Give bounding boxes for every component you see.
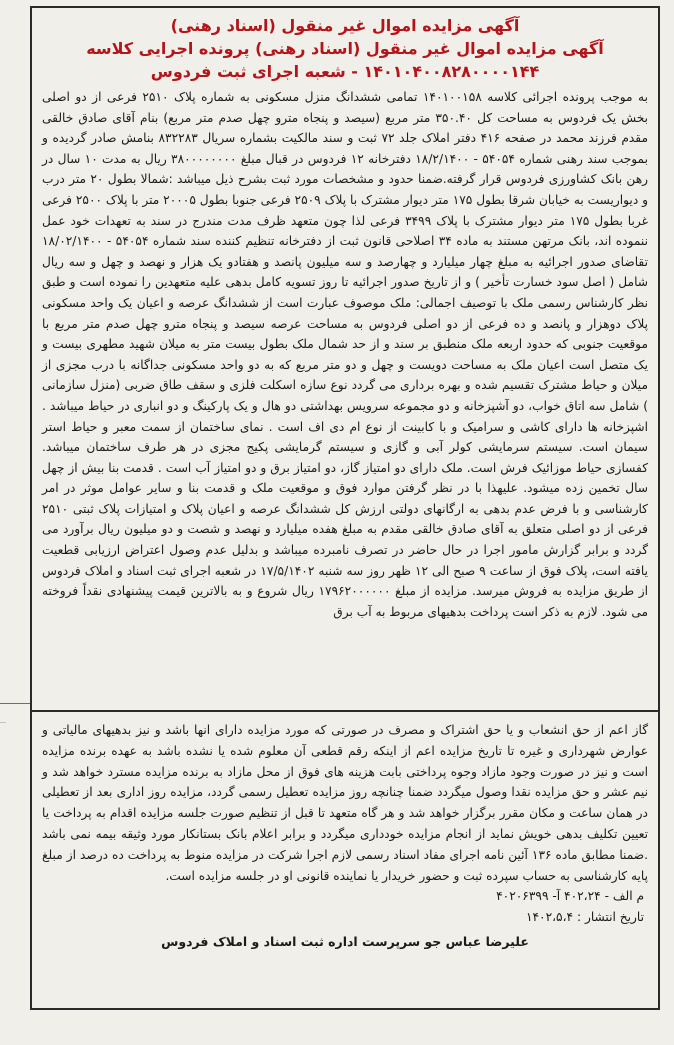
margin-tick <box>0 722 6 733</box>
auction-notice-continuation-block <box>30 710 660 1010</box>
signature-line: علیرضا عباس جو سرپرست اداره ثبت اسناد و املاک فردوس <box>161 933 529 949</box>
publish-date: تاریخ انتشار : ۱۴۰۲،۵،۴ <box>525 910 644 925</box>
case-number-line: ۱۴۰۱۰۴۰۰۸۲۸۰۰۰۰۱۴۴ - شعبه اجرای ثبت فردوس <box>150 62 540 81</box>
reference-number: م الف - ۴۰۲،۲۴ آ- ۴۰۲۰۶۳۹۹ <box>496 889 644 904</box>
notice-title: آگهی مزایده اموال غیر منقول (اسناد رهنی) <box>170 16 520 35</box>
column-divider-rule <box>0 703 30 704</box>
notice-header <box>32 8 658 83</box>
notice-continuation-text: گاز اعم از حق انشعاب و یا حق اشتراک و مصرف در صورتی که مورد مزایده دارای انها باشد و نیز بدهیهای مالیاتی و عوارض شهرداری و غیره تا تاریخ مزایده اعم از اینکه رقم قطعی آن معلوم شده یا نشده باشد به عهده برنده مزایده است و نیز در صورت وجود مازاد وجوه پرداختی بابت هزینه های فوق از محل مازاد به برنده مزایده مسترد خواهد شد و نیم عشر و حق مزایده نقدا وصول میگردد ضمنا چنانچه روز مزایده تعطیل رسمی گردد، مزایده روز اداری بعد از تعطیلی در همان ساعت و مکان مقرر برگزار خواهد شد و هر گاه متعهد تا قبل از تنظیم صورت جلسه مزایده اقدام به پرداخت یا تعیین تکلیف بدهی خویش نماید از انجام مزایده خودداری میگردد و برابر اعلام بانک بستانکار مورد وثیقه بیمه نمی باشد .ضمنا مطابق ماده ۱۳۶ آئین نامه اجرای مفاد اسناد رسمی لازم اجرا شرکت در مزایده منوط به پرداخت ده درصد از مبلغ پایه کارشناسی به حساب سپرده ثبت و حضور خریدار یا نماینده قانونی او در جلسه مزایده است. <box>42 723 648 883</box>
notice-main-text: به موجب پرونده اجرائی کلاسه ۱۴۰۱۰۰۱۵۸ تمامی ششدانگ منزل مسکونی به شماره پلاک ۲۵۱۰ فرعی از دو اصلی بخش یک فردوس به مساحت کل ۳۵۰.۴۰ متر مربع (سیصد و پنجاه مترو چهل صدم متر مربع) بنام آقای صادق خالقی مقدم فرزند محمد در صفحه ۴۱۶ دفتر املاک جلد ۷۲ ثبت و سند مالکیت بشماره سریال ۸۳۲۲۸۳ بنامش صادر گردیده و بموجب سند رهنی شماره ۵۴۰۵۴ - ۱۸/۲/۱۴۰۰ دفترخانه ۱۲ فردوس در قبال مبلغ ۳۸۰۰۰۰۰۰۰۰ ریال به مدت ۱۰ سال در رهن بانک کشاورزی فردوس قرار گرفته.ضمنا حدود و مشخصات مورد ثبت بشرح ذیل میباشد :شمالا بطول ۲۰ متر درب و دیواریست به خیابان شرقا بطول ۱۷۵ متر دیوار مشترک با پلاک ۲۵۰۹ فرعی جنوبا بطول ۲۰۰۰۵ متر با پلاک ۲۵۰۰ فرعی غربا بطول ۱۷۵ متر دیوار مشترک با پلاک ۳۴۹۹ فرعی لذا چون متعهد ظرف مدت مندرج در سند به تعهدات خود عمل ننموده اند، بانک مرتهن مستند به ماده ۳۴ اصلاحی قانون ثبت از دفترخانه تنظیم کننده سند شماره ۵۴۰۵۴ - ۱۸/۰۲/۱۴۰۰ تقاضای صدور اجرائیه به مبلغ چهار میلیارد و چهارصد و سه میلیون پانصد و هفتادو یک هزار و نهصد و چهل و سه ریال شامل ( اصل سود خسارت تأخیر ) و از تاریخ صدور اجرائیه تا روز تسویه کامل بدهی علیه متعهدین را نموده است و طبق نظر کارشناس رسمی ملک با توصیف اجمالی: ملک موصوف عبارت است از ششدانگ عرصه و اعیان یک واحد مسکونی پلاک دوهزار و پانصد و ده فرعی از دو اصلی فردوس به مساحت عرصه سیصد و پنجاه مترو چهل صدم متر مربع با موقعیت جنوبی که حدود اربعه ملک منطبق بر سند و از حد شمال ملک بطول بیست متر به میلان شهید مطهری بیست و یک متصل است اعیان ملک به مساحت دویست و چهل و دو متر مربع که به دو واحد مسکونی جداگانه با درب مجزی از میلان و حیاط مشترک تقسیم شده و بهره برداری می گردد نوع سازه اسکلت فلزی و سقف طاق ضربی (منزل سازمانی ) شامل سه اتاق خواب، دو آشپزخانه و دو مجموعه سرویس بهداشتی دو هال و یک پارکینگ و دو انباری در حیاط میباشد . اشپزخانه ها دارای کاشی و سرامیک و با کابینت از نوع ام دی اف است . نمای ساختمان از سمت معبر و حیاط استر سیمان است. سیستم سرمایشی کولر آبی و گازی و سیستم گرمایشی پکیج مجزی در هر طرف ساختمان میباشد. کفسازی حیاط موزائیک فرش است. ملک دارای دو امتیاز گاز، دو امتیاز برق و دو امتیاز آب است . قدمت بنا بیش از چهل سال تخمین زده میشود. علیهذا با در نظر گرفتن موارد فوق و موقعیت ملک و قدمت بنا و سایر عوامل موثر در امر کارشناسی و با فرض عدم بدهی به ارگانهای دولتی ارزش کل ششدانگ عرصه و اعیان پلاک و امتیازات پلاک ثبتی ۲۵۱۰ فرعی از دو اصلی متعلق به آقای صادق خالقی مقدم به مبلغ هفده میلیارد و نهصد و شصت و دو میلیون ریال برآورد می گردد و برابر گزارش مامور اجرا در حال حاضر در تصرف نامبرده میباشد و بدلیل عدم وصول اعتراض ارزیابی قطعیت یافته است، پلاک فوق از ساعت ۹ صبح الی ۱۲ ظهر روز سه شنبه ۱۷/۵/۱۴۰۲ در شعبه اجرای ثبت اسناد و املاک فردوس از طریق مزایده به فروش میرسد. مزایده از مبلغ ۱۷۹۶۲۰۰۰۰۰۰ ریال شروع و به بالاترین قیمت پیشنهادی نقداً فروخته می شود. لازم به ذکر است پرداخت بدهیهای مربوط به آب برق <box>42 90 649 619</box>
auction-notice-upper-block <box>30 6 660 710</box>
notice-subtitle: آگهی مزایده اموال غیر منقول (اسناد رهنی) پرونده اجرایی کلاسه <box>86 39 604 58</box>
